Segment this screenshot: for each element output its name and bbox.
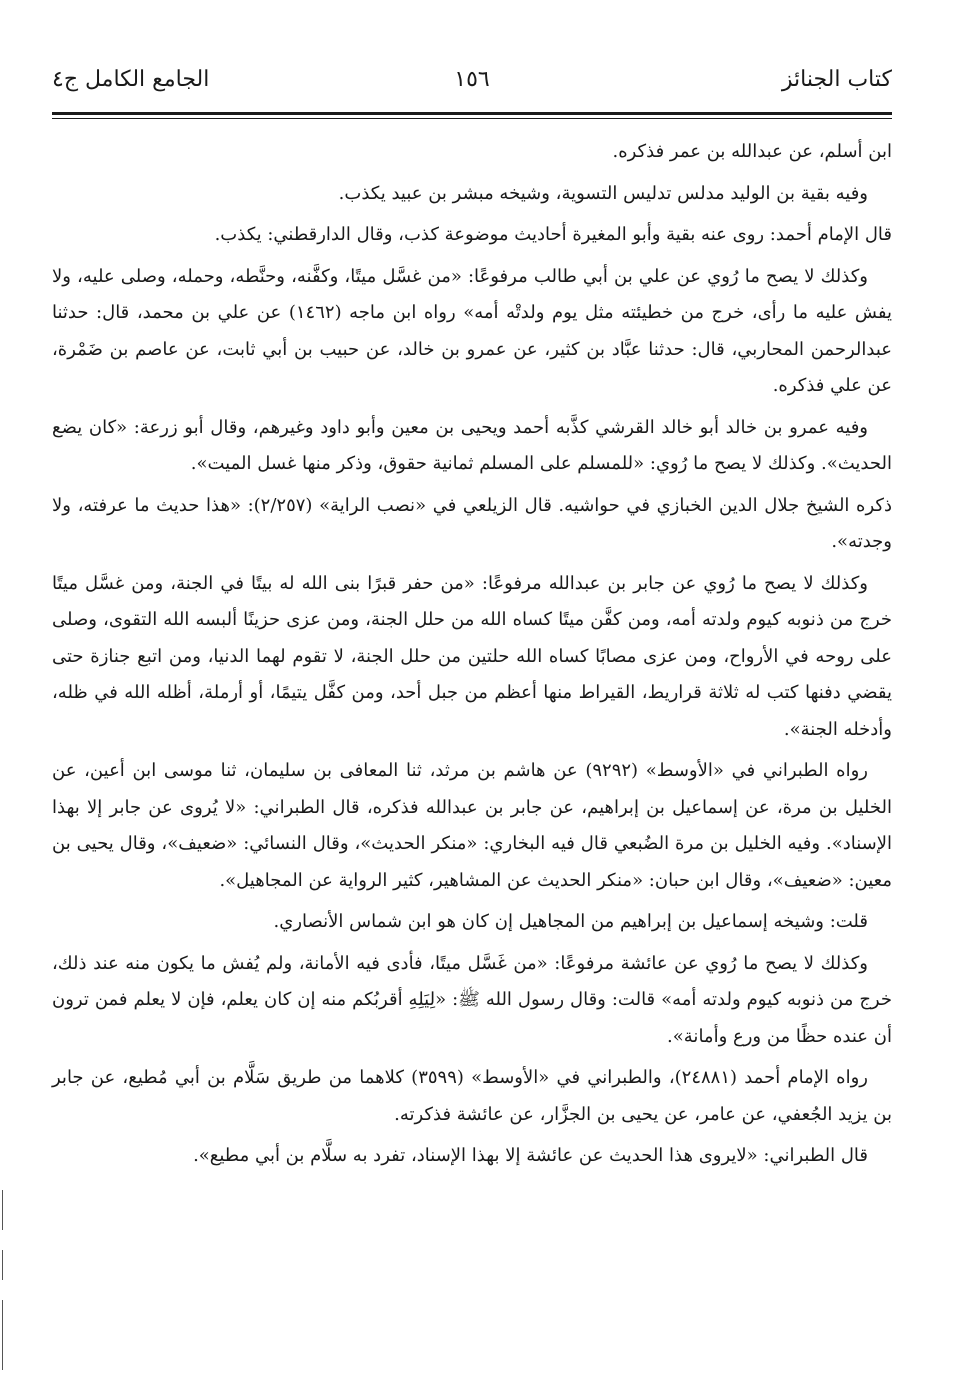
- paragraph-7: وكذلك لا يصح ما رُوي عن جابر بن عبدالله مرفوعًا: «من حفر قبرًا بنى الله له بيتًا في الجنة، ومن غسَّل ميتًا خرج من ذنوبه كيوم ولدته أمه، ومن كفَّن ميتًا كساه الله من حلل الجنة، ومن عزى حزينًا ألبسه الله التقوى، وصلى على روحه في الأرواح، ومن عزى مصابًا كساه الله حلتين من حلل الجنة، لا تقوم لهما الدنيا، ومن اتبع جنازة حتى يقضي دفنها كتب له ثلاثة قراريط، القيراط منها أعظم من جبل أحد، ومن كفَّل يتيمًا، أو أرملة، أظله الله في ظله، وأدخله الجنة».: [52, 572, 892, 740]
- paragraph-11: رواه الإمام أحمد (٢٤٨٨١)، والطبراني في «الأوسط» (٣٥٩٩) كلاهما من طريق سَلَّام بن أبي مُطيع، عن جابر بن يزيد الجُعفي، عن عامر، عن يحيى بن الجزَّار، عن عائشة فذكرته.: [52, 1067, 892, 1125]
- paragraph-8: رواه الطبراني في «الأوسط» (٩٢٩٢) عن هاشم بن مرثد، ثنا المعافى بن سليمان، ثنا موسى ابن أعين، عن الخليل بن مرة، عن إسماعيل بن إبراهيم، عن جابر بن عبدالله فذكره، قال الطبراني: «لا يُروى عن جابر إلا بهذا الإسناد». وفيه الخليل بن مرة الضُبعي قال فيه البخاري: «منكر الحديث»، وقال النسائي: «ضعيف»، وقال يحيى بن معين: «ضعيف»، وقال ابن حبان: «منكر الحديث عن المشاهير، كثير الرواية عن المجاهيل».: [52, 760, 892, 891]
- scan-edge-mark: [2, 1190, 3, 1230]
- paragraph-2: وفيه بقية بن الوليد مدلس تدليس التسوية، وشيخه مبشر بن عبيد يكذب.: [338, 182, 868, 204]
- paragraph-10: وكذلك لا يصح ما رُوي عن عائشة مرفوعًا: «من غَسَّل ميتًا، فأدى فيه الأمانة، ولم يُفش ما يكون منه عند ذلك، خرج من ذنوبه كيوم ولدته أمه» قالت: وقال رسول الله ﷺ: «لِيَلِهِ أقربُكم منه إن كان يعلم، فإن لا يعلم فمن ترون أن عنده حظًا من ورع وأمانة».: [52, 952, 892, 1047]
- paragraph-1: ابن أسلم، عن عبدالله بن عمر فذكره.: [612, 141, 892, 162]
- paragraph-9: قلت: وشيخه إسماعيل بن إبراهيم من المجاهيل إن كان هو ابن شماس الأنصاري.: [273, 911, 868, 932]
- page-number: ١٥٦: [454, 67, 490, 92]
- page-header: [52, 64, 892, 104]
- paragraph-12: قال الطبراني: «لايروى هذا الحديث عن عائشة إلا بهذا الإسناد، تفرد به سلَّام بن أبي مطيع».: [193, 1145, 868, 1166]
- chapter-title: كتاب الجنائز: [781, 67, 892, 92]
- paragraph-5: وفيه عمرو بن خالد أبو خالد القرشي كذَّبه أحمد ويحيى بن معين وأبو داود وغيرهم، وقال أبو زرعة: «كان يضع الحديث». وكذلك لا يصح ما رُوي: «للمسلم على المسلم ثمانية حقوق، وذكر منها غسل الميت».: [52, 416, 892, 474]
- scan-edge-mark: [2, 1250, 3, 1280]
- paragraph-4: وكذلك لا يصح ما رُوي عن علي بن أبي طالب مرفوعًا: «من غسَّل ميتًا، وكفَّنه، وحنَّطه، وحمله، وصلى عليه، ولا يفش عليه ما رأى، خرج من خطيئته مثل يوم ولدتْه أمه» رواه ابن ماجه (١٤٦٢) عن علي بن محمد، قال: حدثنا عبدالرحمن المحاربي، قال: حدثنا عبَّاد بن كثير، عن عمرو بن خالد، عن حبيب بن أبي ثابت، عن عاصم بن ضَمْرة، عن علي فذكره.: [52, 265, 892, 396]
- header-rule-thick: [52, 112, 892, 115]
- paragraph-6: ذكره الشيخ جلال الدين الخبازي في حواشيه. قال الزيلعي في «نصب الراية» (٢/٢٥٧): «هذا حديث ما عرفته، ولا وجدته».: [52, 494, 892, 552]
- book-title: الجامع الكامل ج٤: [52, 67, 210, 92]
- page-body: [52, 134, 892, 1180]
- header-rule-thin: [52, 118, 892, 119]
- scan-edge-mark: [2, 1300, 3, 1370]
- paragraph-3: قال الإمام أحمد: روى عنه بقية وأبو المغيرة أحاديث موضوعة كذب، وقال الدارقطني: يكذب.: [214, 224, 892, 245]
